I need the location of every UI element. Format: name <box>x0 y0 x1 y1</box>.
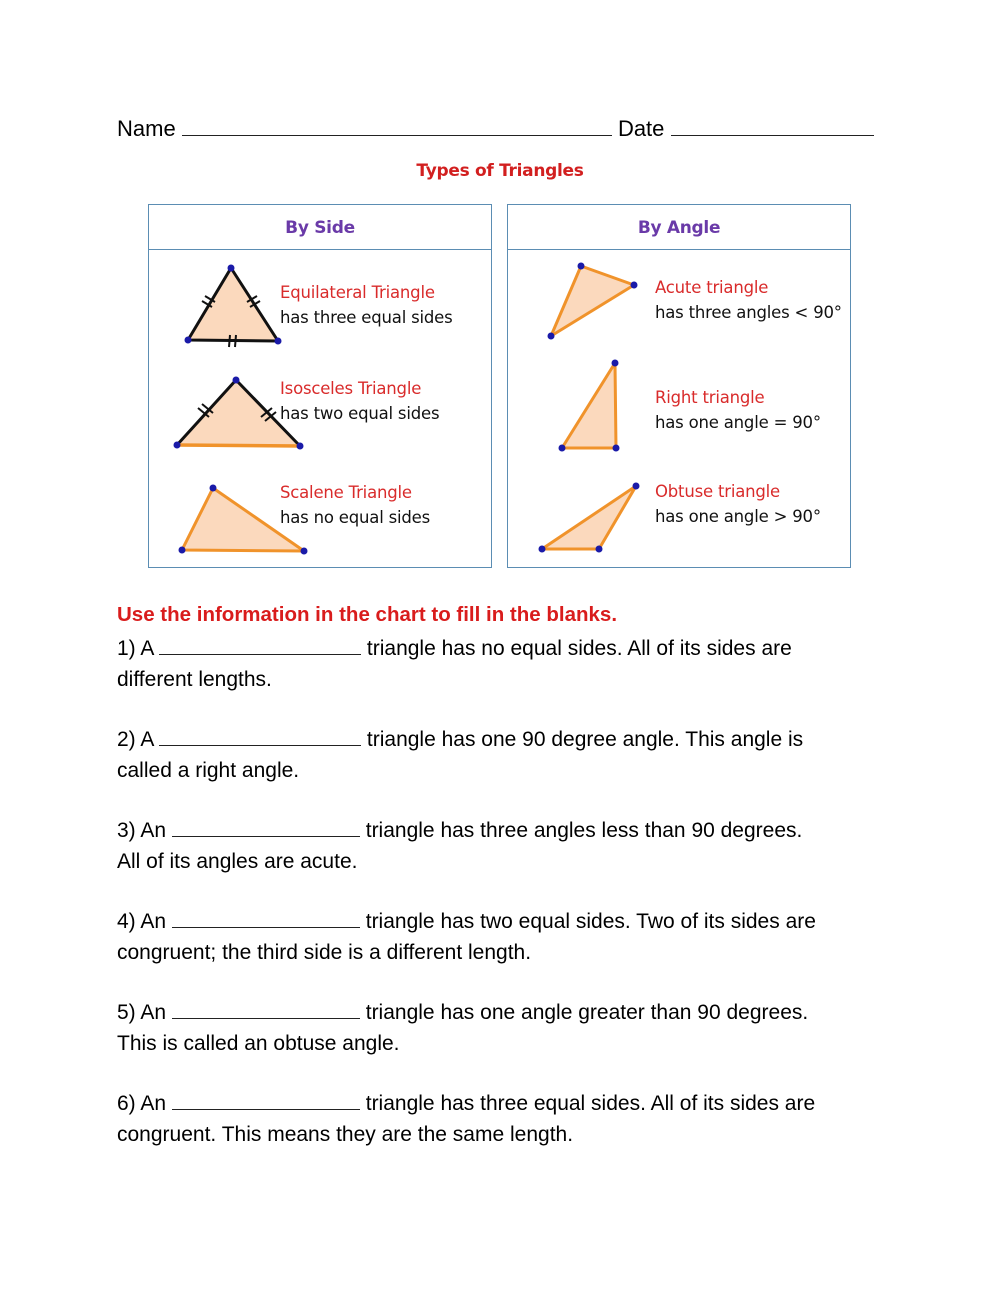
question-2 <box>117 725 887 786</box>
question-continuation: congruent. This means they are the same length. <box>117 1122 574 1146</box>
answer-blank-3[interactable] <box>172 820 360 837</box>
question-1 <box>117 634 887 695</box>
obtuse-item <box>655 479 821 529</box>
question-continuation: called a right angle. <box>117 758 300 782</box>
question-text: triangle has two equal sides. Two of its sides are <box>365 910 816 933</box>
question-5 <box>117 998 887 1059</box>
scalene-name: Scalene Triangle <box>280 483 412 502</box>
answer-blank-5[interactable] <box>172 1002 360 1019</box>
name-date-line <box>117 116 874 142</box>
question-continuation: All of its angles are acute. <box>117 849 358 873</box>
right-desc: has one angle = 90° <box>655 413 821 432</box>
question-text: triangle has three equal sides. All of its sides are <box>365 1092 816 1115</box>
answer-blank-1[interactable] <box>159 638 361 655</box>
question-prefix: 3) An <box>117 819 167 842</box>
isosceles-name: Isosceles Triangle <box>280 379 422 398</box>
question-text: triangle has one 90 degree angle. This angle is <box>366 728 804 751</box>
questions-list <box>117 634 887 1180</box>
question-3 <box>117 816 887 877</box>
question-prefix: 1) A <box>117 637 154 660</box>
chart-title: Types of Triangles <box>416 161 584 181</box>
acute-desc: has three angles < 90° <box>655 303 842 322</box>
answer-blank-4[interactable] <box>172 911 360 928</box>
acute-item <box>655 275 842 325</box>
by-side-panel <box>148 204 492 568</box>
question-continuation: different lengths. <box>117 667 272 691</box>
by-side-heading: By Side <box>149 205 491 250</box>
instructions: Use the information in the chart to fill in the blanks. <box>117 603 618 626</box>
date-label: Date <box>617 116 665 141</box>
question-prefix: 2) A <box>117 728 154 751</box>
equilateral-name: Equilateral Triangle <box>280 283 435 302</box>
question-6 <box>117 1089 887 1150</box>
isosceles-item <box>280 376 439 426</box>
question-text: triangle has no equal sides. All of its sides are <box>366 637 792 660</box>
by-angle-panel <box>507 204 851 568</box>
equilateral-desc: has three equal sides <box>280 308 453 327</box>
right-name: Right triangle <box>655 388 765 407</box>
name-label: Name <box>117 116 176 141</box>
scalene-item <box>280 480 430 530</box>
question-continuation: congruent; the third side is a different length. <box>117 940 532 964</box>
question-text: triangle has one angle greater than 90 degrees. <box>365 1001 809 1024</box>
question-text: triangle has three angles less than 90 degrees. <box>365 819 803 842</box>
question-prefix: 6) An <box>117 1092 167 1115</box>
equilateral-item <box>280 280 453 330</box>
obtuse-name: Obtuse triangle <box>655 482 780 501</box>
answer-blank-6[interactable] <box>172 1093 360 1110</box>
isosceles-desc: has two equal sides <box>280 404 440 423</box>
question-prefix: 4) An <box>117 910 167 933</box>
date-blank[interactable] <box>671 117 874 136</box>
name-blank[interactable] <box>182 117 612 136</box>
question-continuation: This is called an obtuse angle. <box>117 1031 400 1055</box>
question-prefix: 5) An <box>117 1001 167 1024</box>
acute-name: Acute triangle <box>655 278 769 297</box>
answer-blank-2[interactable] <box>159 729 361 746</box>
scalene-desc: has no equal sides <box>280 508 431 527</box>
right-item <box>655 385 821 435</box>
obtuse-desc: has one angle > 90° <box>655 507 821 526</box>
question-4 <box>117 907 887 968</box>
by-angle-heading: By Angle <box>508 205 850 250</box>
